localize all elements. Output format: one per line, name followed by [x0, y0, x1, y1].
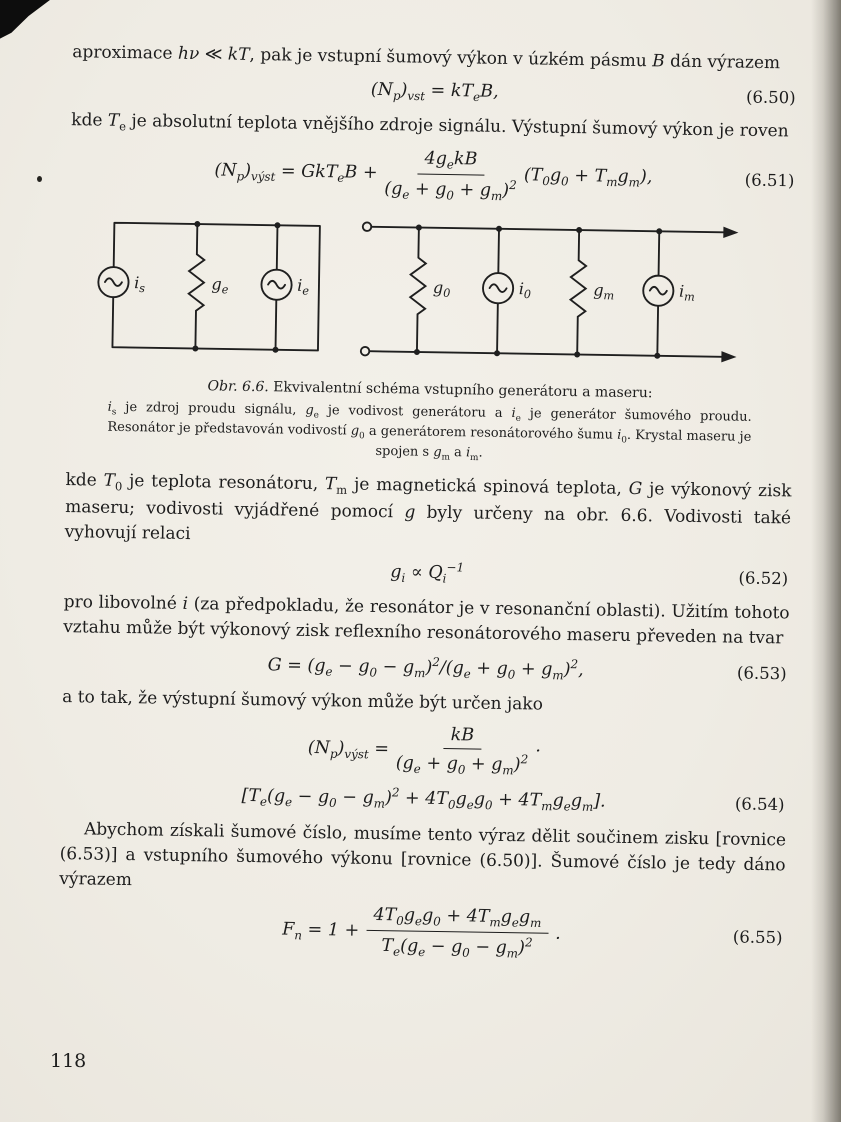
math-fragment: $(T_0g_0 + T_mg_m)$, [523, 165, 653, 191]
fraction [384, 148, 517, 205]
paragraph-a-to-tak: a to tak, že výstupní šumový výkon může být určen jako [62, 687, 544, 715]
paragraph-kde-te: kde $T_e$ je absolutní teplota vnějšího zdroje signálu. Výstupní šumový výkon je roven [71, 110, 789, 142]
generator-circuit [97, 223, 320, 351]
page-number: 118 [50, 1050, 87, 1072]
label-is: $i_s$ [134, 273, 146, 296]
sine-symbol-icon [650, 287, 667, 295]
figure-caption [107, 375, 752, 470]
arrow-right-icon [723, 227, 738, 239]
page-edge-shadow [811, 0, 841, 1122]
scan-corner-mark [0, 0, 52, 42]
equation-number: (6.50) [745, 87, 796, 107]
terminal-icon [361, 347, 370, 356]
math-expression: $g_i \propto Q_i^{-1}$ [390, 560, 465, 586]
page-content [58, 40, 798, 974]
circuit-diagram [91, 206, 753, 375]
math-expression: $[T_e(g_e - g_0 - g_m)^2 + 4T_0g_eg_0 + 4T_mg_eg_m]$. [241, 785, 606, 815]
paragraph-kde-t0: kde $T_0$ je teplota resonátoru, $T_m$ je magnetická spinová teplota, G je výkonový zisk maseru; vodivosti vyjádřené pomocí g byly určeny na obr. 6.6. Vodivosti také vyhovují relaci [64, 470, 792, 545]
fraction-denominator: $(g_e + g_0 + g_m)^2$ [384, 178, 517, 204]
fraction [396, 724, 529, 779]
paragraph-pro-libovolne: pro libovolné i (za předpokladu, že resonátor je v resonanční oblasti). Užitím tohoto vztahu může být výkonový zisk reflexního resonátorového maseru převeden na tvar [63, 592, 790, 649]
conductance-ge-icon [188, 224, 205, 349]
wire [370, 227, 724, 357]
conductance-g0-icon [409, 228, 426, 353]
math-fragment: $(N_p)_{výst}$ = [307, 737, 390, 761]
figure-6-6 [91, 206, 796, 384]
label-g0: $g_0$ [432, 278, 451, 301]
fraction-denominator: $(g_e + g_0 + g_m)^2$ [395, 752, 529, 778]
fraction-denominator: $T_e(g_e - g_0 - g_m)^2$ [381, 935, 533, 961]
wire [497, 229, 499, 353]
label-ge: $g_e$ [211, 274, 229, 297]
equation-6-50 [72, 73, 798, 112]
label-i0: $i_0$ [518, 279, 532, 302]
equation-6-51 [70, 143, 797, 209]
paragraph-abychom: Abychom získali šumové číslo, musíme tento výraz dělit součinem zisku [rovnice (6.53)] a vstupního šumového výkonu [rovnice (6.50)]. Šumové číslo je tedy dáno výrazem [59, 818, 787, 891]
equation-6-52 [64, 553, 790, 593]
fraction-numerator: kB [443, 725, 481, 750]
resonator-circuit [361, 223, 724, 362]
terminal-icon [363, 223, 372, 232]
fraction-numerator: $4g_ekB$ [417, 148, 484, 175]
equation-number: (6.54) [734, 794, 785, 815]
math-expression [307, 724, 542, 778]
math-expression [214, 148, 653, 204]
math-fragment: $(N_p)_{výst} = GkT_eB$ + [214, 160, 378, 186]
arrows [721, 227, 738, 363]
paragraph-intro: aproximace hν ≪ kT, pak je vstupní šumový výkon v úzkém pásmu B dán výrazem [72, 42, 781, 74]
sine-symbol-icon [268, 281, 285, 289]
math-expression: $(N_p)_{vst} = kT_eB$, [370, 79, 499, 105]
sine-symbol-icon [105, 279, 122, 287]
equation-number: (6.53) [736, 663, 787, 684]
equation-6-53 [62, 649, 788, 689]
ink-speck [37, 176, 42, 182]
caption-body: $i_s$ je zdroj proudu signálu, $g_e$ je vodivost generátoru a $i_e$ je generátor šumového proudu. Resonátor je představován vodivostí $g_0$ a generátorem resonátorového šumu $i_0$. Krystal maseru je spojen s $g_m$ a $i_m$. [107, 399, 752, 464]
math-fragment: . [555, 924, 561, 945]
arrow-right-icon [721, 351, 736, 363]
caption-title: Obr. 6.6. Ekvivalentní schéma vstupního generátoru a maseru: [207, 378, 653, 402]
label-ie: $i_e$ [297, 276, 310, 298]
equation-6-55 [58, 900, 785, 966]
conductance-gm-icon [570, 230, 587, 355]
label-gm: $g_m$ [593, 280, 615, 303]
label-im: $i_m$ [678, 282, 695, 305]
equation-number: (6.52) [738, 568, 789, 588]
equation-number: (6.51) [744, 170, 795, 191]
equation-6-54-line2 [60, 780, 786, 820]
math-fragment: · [535, 741, 542, 762]
sine-symbol-icon [490, 285, 507, 293]
wire [276, 226, 278, 350]
math-expression [282, 904, 561, 961]
fraction-numerator: $4T_0g_eg_0 + 4T_mg_eg_m$ [366, 905, 548, 934]
math-fragment: $F_n = 1$ + [282, 919, 360, 943]
wire [657, 232, 659, 356]
equation-number: (6.55) [732, 927, 783, 948]
math-expression: $G = (g_e - g_0 - g_m)^2/(g_e + g_0 + g_m)^2$, [267, 655, 584, 683]
equation-6-54-line1 [61, 719, 788, 783]
fraction [366, 905, 549, 962]
